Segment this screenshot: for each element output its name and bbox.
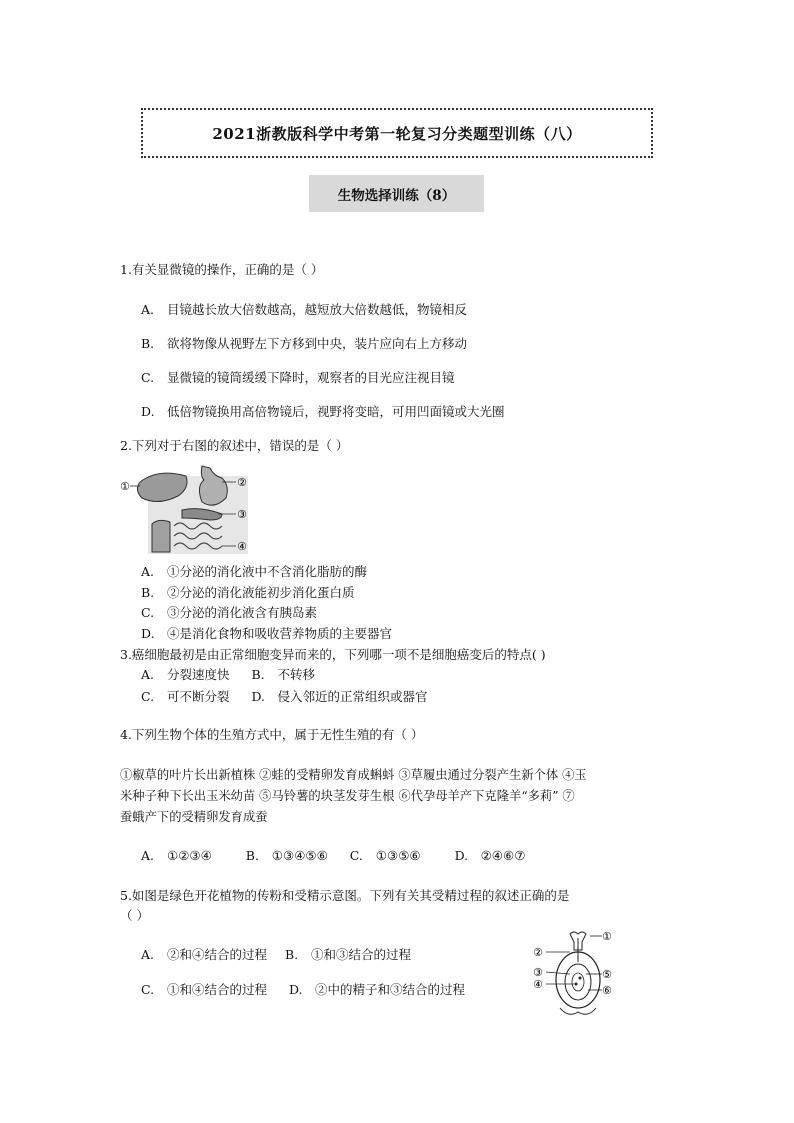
embryo-sac-shape (572, 973, 584, 991)
q4-body-line-1: ①椒草的叶片长出新植株 ②蛙的受精卵发育成蝌蚪 ③草履虫通过分裂产生新个体 ④玉 (120, 768, 587, 782)
option-text: ②中的精子和③结合的过程 (314, 982, 465, 997)
option-letter: D. (141, 626, 155, 641)
q2-option-b (141, 585, 355, 601)
option-letter: A. (141, 667, 155, 682)
option-text: 显微镜的镜筒缓缓下降时，观察者的目光应注视目镜 (167, 370, 455, 385)
page-title-box (141, 108, 653, 158)
stomach-shape (199, 466, 227, 505)
figure-label-1: ① (120, 480, 130, 493)
figure-label-3: ③ (237, 508, 247, 521)
option-letter: B. (141, 336, 155, 351)
q3-row1 (141, 667, 315, 683)
q4-body-line-2: 米种子种下长出玉米幼苗 ⑤马铃薯的块茎发芽生根 ⑥代孕母羊产下克隆羊“多莉” ⑦ (120, 789, 575, 803)
option-letter: C. (141, 605, 155, 620)
option-text: 侵入邻近的正常组织或器官 (277, 689, 428, 704)
option-text: ①分泌的消化液中不含消化脂肪的酶 (167, 564, 368, 579)
figure-label-4: ④ (533, 978, 543, 991)
flower-fertilization-figure (530, 928, 630, 1020)
option-letter: A. (141, 302, 155, 317)
option-text: 分裂速度快 (167, 667, 230, 682)
page-title: 2021浙教版科学中考第一轮复习分类题型训练（八） (212, 124, 582, 143)
q2-option-a (141, 564, 367, 580)
option-text: ①和③结合的过程 (310, 947, 411, 962)
large-intestine-shape (152, 520, 170, 552)
q3-row2 (141, 689, 428, 705)
option-text: ③分泌的消化液含有胰岛素 (167, 605, 318, 620)
option-text: ②④⑥⑦ (480, 848, 526, 863)
option-letter: A. (141, 564, 155, 579)
option-letter: C. (349, 848, 363, 863)
figure-label-3: ③ (533, 966, 543, 979)
option-letter: A. (141, 947, 155, 962)
option-text: ①和④结合的过程 (167, 982, 268, 997)
figure-label-2: ② (533, 946, 543, 959)
figure-label-1: ① (602, 930, 612, 943)
figure-label-4: ④ (237, 540, 247, 553)
q5-stem-continued: （ ） (120, 908, 149, 923)
option-text: 目镜越长放大倍数越高，越短放大倍数越低，物镜相反 (167, 302, 468, 317)
receptacle-shape (560, 1008, 596, 1014)
option-text: ①②③④ (167, 848, 212, 863)
q5-row2 (141, 982, 465, 998)
option-letter: D. (141, 404, 155, 419)
digestive-system-figure (118, 462, 258, 556)
q4-options (141, 848, 525, 864)
option-letter: B. (251, 667, 265, 682)
option-text: 不转移 (277, 667, 315, 682)
figure-label-2: ② (237, 476, 247, 489)
q1-option-a (141, 302, 467, 318)
option-text: 低倍物镜换用高倍物镜后，视野将变暗，可用凹面镜或大光圈 (167, 404, 505, 419)
q3-stem: 3.癌细胞最初是由正常细胞变异而来的，下列哪一项不是细胞癌变后的特点( ) (120, 647, 546, 662)
page-subtitle-box (309, 175, 484, 212)
q1-stem: 1.有关显微镜的操作，正确的是（ ） (120, 262, 324, 277)
option-letter: B. (141, 585, 155, 600)
q5-stem: 5.如图是绿色开花植物的传粉和受精示意图。下列有关其受精过程的叙述正确的是 (120, 888, 570, 903)
q1-option-c (141, 370, 455, 386)
option-text: 可不断分裂 (167, 689, 230, 704)
option-letter: A. (141, 848, 155, 863)
q5-row1 (141, 947, 411, 963)
option-text: ②和④结合的过程 (167, 947, 268, 962)
figure-label-5: ⑤ (602, 968, 612, 981)
option-text: ④是消化食物和吸收营养物质的主要器官 (167, 626, 393, 641)
option-letter: D. (454, 848, 469, 863)
q4-stem: 4.下列生物个体的生殖方式中，属于无性生殖的有（ ） (120, 727, 424, 742)
option-text: 欲将物像从视野左下方移到中央，装片应向右上方移动 (167, 336, 468, 351)
q1-option-b (141, 336, 467, 352)
q4-body-line-3: 蚕蛾产下的受精卵发育成蚕 (120, 810, 268, 824)
option-letter: B. (284, 947, 299, 962)
q2-option-d (141, 626, 392, 642)
option-letter: C. (141, 982, 155, 997)
option-letter: B. (245, 848, 259, 863)
page-subtitle: 生物选择训练（8） (337, 187, 456, 204)
figure-label-6: ⑥ (602, 984, 612, 997)
option-text: ①③④⑤⑥ (271, 848, 328, 863)
q2-stem: 2.下列对于右图的叙述中，错误的是（ ） (120, 438, 349, 453)
option-letter: C. (141, 689, 155, 704)
ovule-shape (565, 964, 591, 1000)
option-text: ②分泌的消化液能初步消化蛋白质 (167, 585, 355, 600)
option-letter: C. (141, 370, 155, 385)
option-text: ①③⑤⑥ (375, 848, 421, 863)
q1-option-d (141, 404, 505, 420)
q2-option-c (141, 605, 317, 621)
egg-cell-dot (575, 983, 578, 986)
polar-nuclei-dot (579, 977, 582, 980)
option-letter: D. (251, 689, 266, 704)
option-letter: D. (288, 982, 303, 997)
